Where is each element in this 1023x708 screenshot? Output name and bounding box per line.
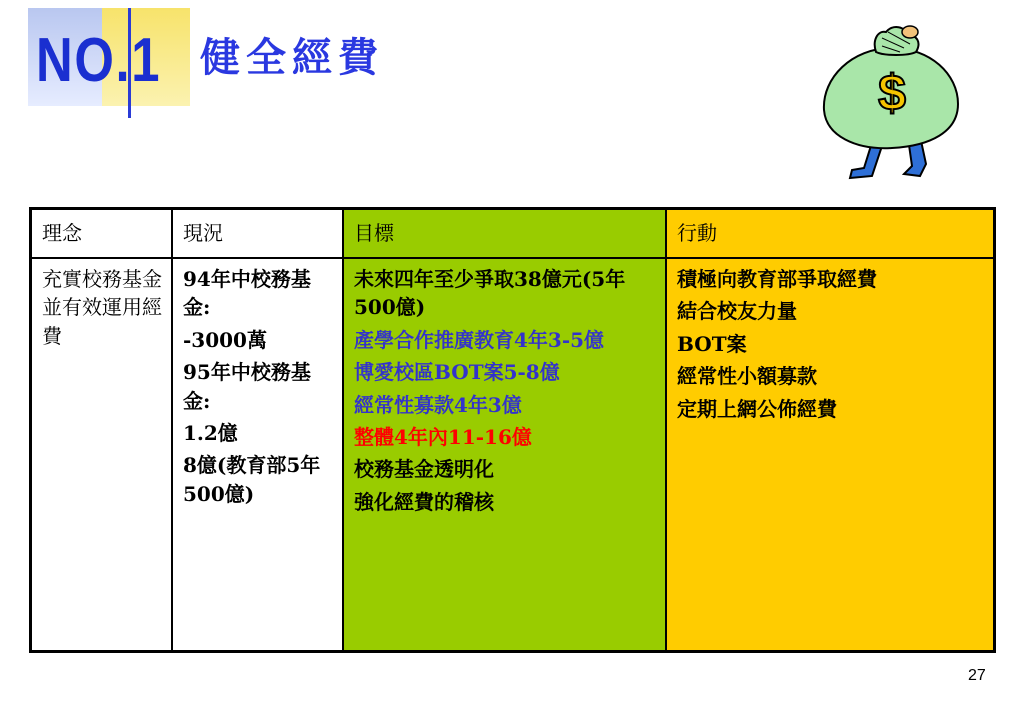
plan-table [29,207,996,653]
goal-line: 強化經費的稽核 [354,489,494,514]
status-line: 94年中校務基金: [183,267,311,320]
action-line: 結合校友力量 [677,299,797,324]
table-header-row [31,209,995,259]
status-cell [172,258,343,652]
status-line: 95年中校務基金: [183,360,311,413]
page-number: 27 [968,667,986,684]
status-line: -3000萬 [183,327,267,352]
concept-text: 充實校務基金並有效運用經費 [42,267,162,348]
goal-line: 校務基金透明化 [354,457,494,482]
action-cell [666,258,995,652]
logo-text: NO.1 [36,26,162,95]
table-row [31,258,995,652]
title-logo [28,8,193,108]
goal-line: 博愛校區BOT案5-8億 [354,360,560,385]
action-line: 積極向教育部爭取經費 [677,267,877,291]
goal-line: 整體4年內11-16億 [354,424,532,449]
money-bag-icon [812,18,972,188]
header-status: 現況 [172,209,343,259]
action-line: BOT案 [677,331,747,356]
header-goal: 目標 [343,209,666,259]
goal-line: 產學合作推廣教育4年3-5億 [354,327,605,352]
page-title: 健全經費 [200,34,384,81]
goal-cell [343,258,666,652]
status-line: 8億(教育部5年500億) [183,453,321,506]
goal-line: 經常性募款4年3億 [354,392,522,417]
header-action: 行動 [666,209,995,259]
action-line: 定期上網公佈經費 [677,396,837,421]
goal-line: 未來四年至少爭取38億元(5年500億) [354,267,626,320]
status-line: 1.2億 [183,420,238,445]
action-line: 經常性小額募款 [677,364,817,389]
bag-dollar-symbol: $ [878,65,906,121]
header-concept: 理念 [31,209,173,259]
concept-cell [31,258,173,652]
